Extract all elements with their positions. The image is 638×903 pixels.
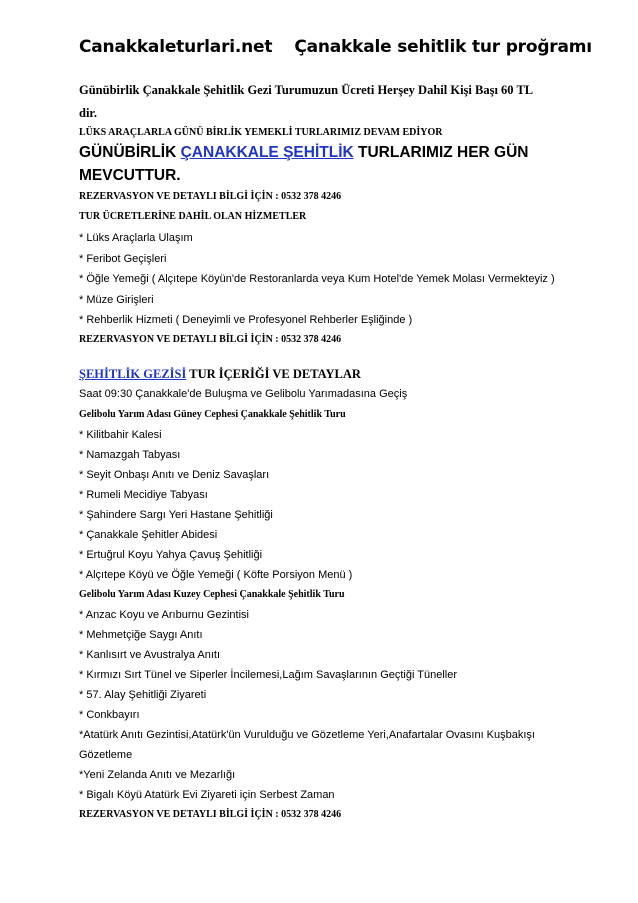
list-item: * Mehmetçiğe Saygı Anıtı: [79, 629, 203, 641]
list-item: * Anzac Koyu ve Arıburnu Gezintisi: [79, 609, 249, 621]
section-title-rest: TUR İÇERİĞİ VE DETAYLAR: [186, 367, 361, 381]
list-item: *Yeni Zelanda Anıtı ve Mezarlığı: [79, 769, 236, 781]
section-title: [79, 367, 361, 382]
list-item: * Rumeli Mecidiye Tabyası: [79, 489, 208, 501]
included-title: TUR ÜCRETLERİNE DAHİL OLAN HİZMETLER: [79, 211, 307, 222]
south-tour-title: Gelibolu Yarım Adası Güney Cephesi Çanakkale Şehitlik Turu: [79, 409, 346, 420]
list-item: Gözetleme: [79, 749, 133, 761]
page-title: [79, 37, 592, 57]
included-item: * Müze Girişleri: [79, 294, 154, 306]
list-item: * Kanlısırt ve Avustralya Anıtı: [79, 649, 221, 661]
list-item: *Atatürk Anıtı Gezintisi,Atatürk'ün Vurulduğu ve Gözetleme Yeri,Anafartalar Ovasını Kuşbakışı: [79, 729, 535, 741]
tour-program-title: Çanakkale sehitlik tur proğramı: [294, 37, 592, 57]
list-item: * Kırmızı Sırt Tünel ve Siperler İncilemesi,Lağım Savaşlarının Geçtiği Tüneller: [79, 669, 458, 681]
site-name: Canakkaleturlari.net: [79, 37, 273, 57]
reservation-line: REZERVASYON VE DETAYLI BİLGİ İÇİN : 0532 378 4246: [79, 334, 342, 345]
list-item: * Bigalı Köyü Atatürk Evi Ziyareti için Serbest Zaman: [79, 789, 335, 801]
reservation-line: REZERVASYON VE DETAYLI BİLGİ İÇİN : 0532 378 4246: [79, 191, 342, 202]
price-line: Günübirlik Çanakkale Şehitlik Gezi Turumuzun Ücreti Herşey Dahil Kişi Başı 60 TL: [79, 83, 534, 97]
list-item: * Seyit Onbaşı Anıtı ve Deniz Savaşları: [79, 469, 270, 481]
meeting-line: Saat 09:30 Çanakkale'de Buluşma ve Gelibolu Yarımadasına Geçiş: [79, 388, 408, 400]
included-item: * Lüks Araçlarla Ulaşım: [79, 232, 193, 244]
sehitlik-gezisi-link[interactable]: ŞEHİTLİK GEZİSİ: [79, 367, 187, 381]
headline-start: GÜNÜBİRLİK: [79, 144, 181, 161]
list-item: * Conkbayırı: [79, 709, 140, 721]
list-item: * Alçıtepe Köyü ve Öğle Yemeği ( Köfte Porsiyon Menü ): [79, 569, 353, 581]
list-item: * Ertuğrul Koyu Yahya Çavuş Şehitliği: [79, 549, 263, 561]
price-line-end: dir.: [79, 106, 97, 120]
included-item: * Rehberlik Hizmeti ( Deneyimli ve Profesyonel Rehberler Eşliğinde ): [79, 314, 413, 326]
list-item: * 57. Alay Şehitliği Ziyareti: [79, 689, 207, 701]
luxury-tours-line: LÜKS ARAÇLARLA GÜNÜ BİRLİK YEMEKLİ TURLARIMIZ DEVAM EDİYOR: [79, 127, 443, 138]
reservation-line: REZERVASYON VE DETAYLI BİLGİ İÇİN : 0532 378 4246: [79, 809, 342, 820]
included-item: * Feribot Geçişleri: [79, 253, 167, 265]
headline: [79, 144, 529, 162]
included-item: * Öğle Yemeği ( Alçıtepe Köyün'de Restoranlarda veya Kum Hotel'de Yemek Molası Vermekteyiz ): [79, 273, 555, 285]
canakkale-sehitlik-link[interactable]: ÇANAKKALE ŞEHİTLİK: [180, 144, 354, 161]
list-item: * Namazgah Tabyası: [79, 449, 181, 461]
list-item: * Şahindere Sargı Yeri Hastane Şehitliği: [79, 509, 273, 521]
list-item: * Kilitbahir Kalesi: [79, 429, 162, 441]
list-item: * Çanakkale Şehitler Abidesi: [79, 529, 218, 541]
headline-line2: MEVCUTTUR.: [79, 167, 181, 184]
headline-end: TURLARIMIZ HER GÜN: [353, 144, 529, 161]
north-tour-title: Gelibolu Yarım Adası Kuzey Cephesi Çanakkale Şehitlik Turu: [79, 589, 345, 600]
